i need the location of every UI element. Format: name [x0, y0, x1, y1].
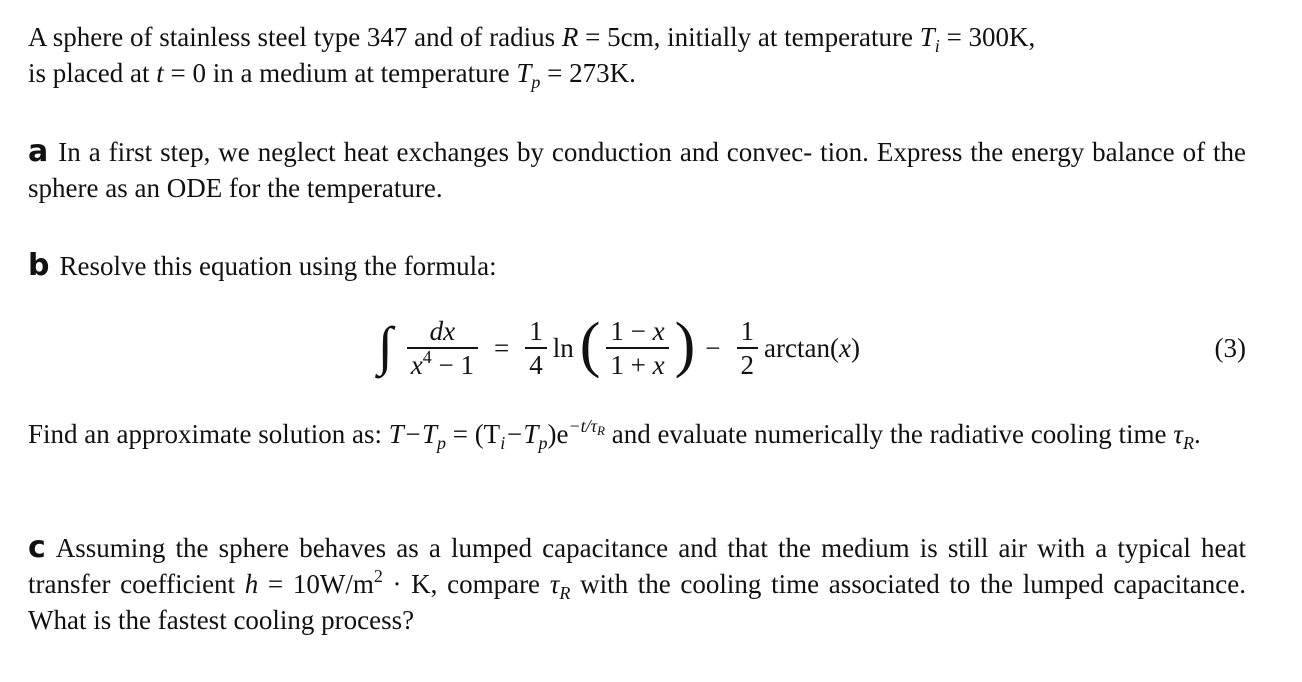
fraction-dx [407, 315, 478, 381]
ln-operator: ln [552, 333, 574, 363]
initial-temp-value: = 300K, [939, 22, 1036, 52]
medium-temp-value: = 273K. [540, 58, 636, 88]
heat-transfer-symbol: h [244, 569, 259, 599]
fraction-quarter: $\frac{1}{4}$ [525, 315, 547, 381]
part-a-label: a [28, 134, 49, 169]
medium-temp-symbol: T [516, 58, 532, 88]
equation-body: ∫ $\frac{dx}{x^4 - 1}$ = $\frac{1}{4}$ ln ( $\frac{1 - x}{1 + x}$ ) − $\frac{1}{2}$ arctan ( x ) [378, 311, 860, 380]
equation-number: (3) [1214, 333, 1246, 363]
fraction-dx-denominator: $x^4 - 1$ [410, 346, 475, 380]
fraction-ratio: $\frac{1 - x}{1 + x}$ [606, 315, 668, 381]
initial-temp-symbol: T [919, 22, 935, 52]
part-c-label: c [28, 530, 46, 565]
intro-text-2: is placed at [28, 58, 157, 88]
initial-temp-subscript: i [934, 36, 940, 56]
time-value: = 0 in a medium at temperature [163, 58, 517, 88]
part-a-text: In a first step, we neglect heat exchanges by conduction and convec- tion. Express the energy balance of the sphere as an ODE for the temperature. [28, 137, 1246, 203]
intro-paragraph [28, 19, 1246, 91]
part-b-label: b [28, 248, 50, 283]
left-paren: ( [579, 311, 601, 379]
radius-symbol: R [561, 22, 579, 52]
fraction-half: $\frac{1}{2}$ [737, 315, 759, 381]
equals-sign: = [494, 333, 510, 363]
medium-temp-subscript: p [531, 72, 541, 92]
minus-sign: − [705, 333, 721, 363]
part-b-text: Resolve this equation using the formula: [59, 251, 497, 281]
integral-equation [28, 306, 1246, 390]
integral-sign: ∫ [378, 316, 393, 376]
tau-symbol: τ [549, 569, 560, 599]
tau-symbol: τ [1173, 419, 1183, 449]
part-b-paragraph [28, 248, 1246, 284]
part-c-paragraph: c Assuming the sphere behaves as a lumped capacitance and that the medium is still air with a typical heat transfer coefficient $h = 10W/m^2 \cdot K$, compare $\tau_R$ with the cooling time associated to the lumped capacitance. What is the fastest cooling process? [28, 530, 1247, 635]
solution-paragraph: Find an approximate solution as: $T-T_p = (T_i-T_p)e^{-t/\tau_R}$ and evaluate numerically the radiative cooling time $\tau_R$. [28, 416, 1201, 453]
arctan-operator: arctan [764, 333, 830, 363]
intro-text-1: A sphere of stainless steel type 347 and of radius [28, 22, 562, 52]
time-symbol: t [156, 58, 164, 88]
part-a-paragraph [28, 134, 1246, 206]
fraction-dx-numerator: dx [429, 316, 456, 347]
right-paren: ) [674, 311, 696, 379]
radius-value: = 5cm, initially at temperature [578, 22, 920, 52]
solution-expression: T−T [388, 419, 437, 449]
